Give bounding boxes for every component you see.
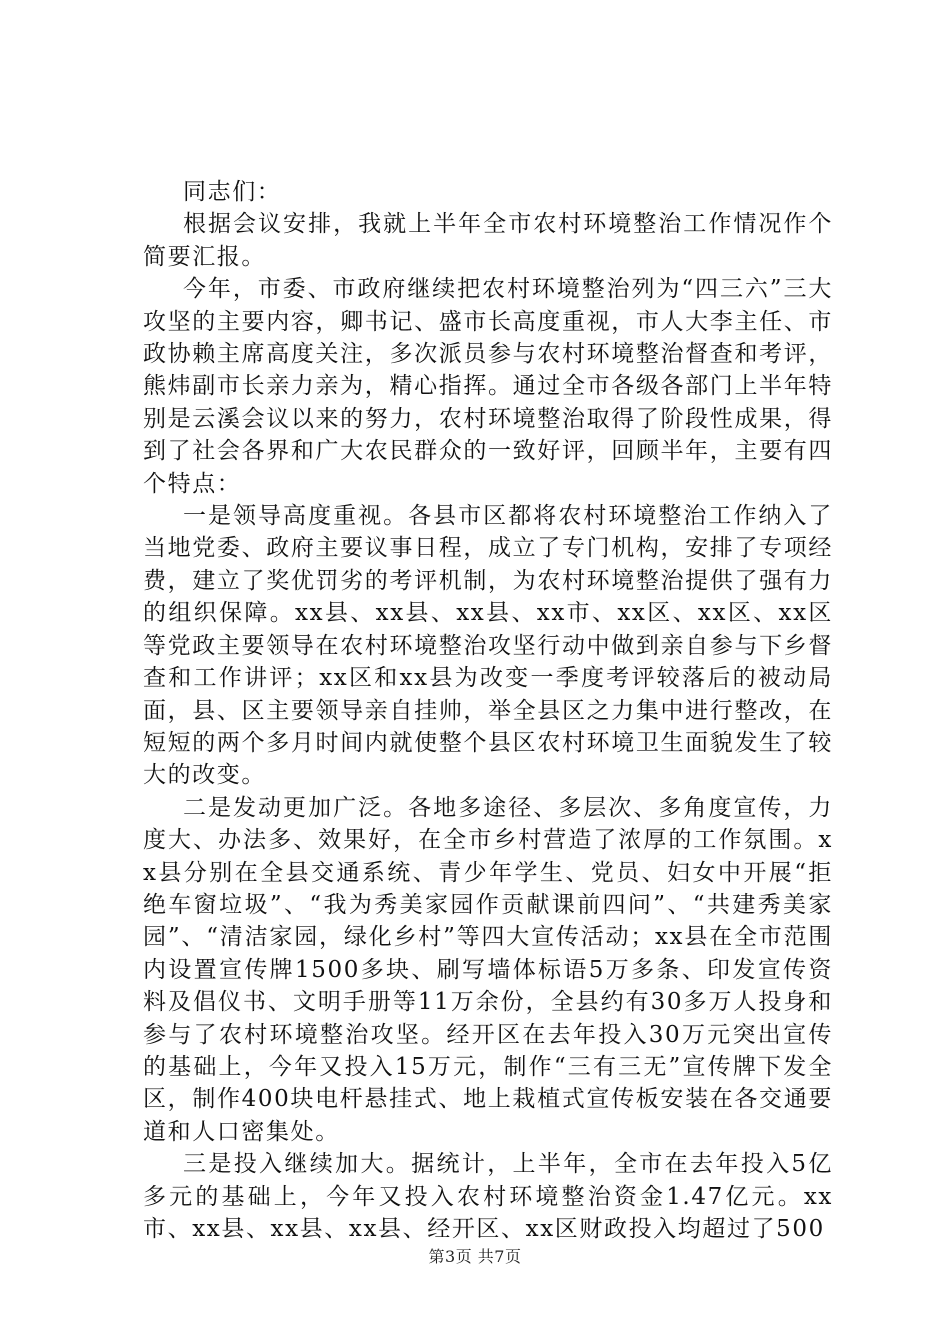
paragraph-investment: 三是投入继续加大。据统计，上半年，全市在去年投入5亿多元的基础上，今年又投入农村环境整治资金1.47亿元。xx市、xx县、xx县、xx县、经开区、xx区财政投入均超过了500 [143,1151,833,1242]
paragraph-intro: 根据会议安排，我就上半年全市农村环境整治工作情况作个简要汇报。 [143,211,833,270]
document-body [143,176,833,1245]
page-number-footer: 第3页 共7页 [428,1247,522,1266]
paragraph-overview: 今年，市委、市政府继续把农村环境整治列为“四三六”三大攻坚的主要内容，卿书记、盛市长高度重视，市人大李主任、市政协赖主席高度关注，多次派员参与农村环境整治督查和考评，熊炜副市长亲力亲为，精心指挥。通过全市各级各部门上半年特别是云溪会议以来的努力，农村环境整治取得了阶段性成果，得到了社会各界和广大农民群众的一致好评，回顾半年，主要有四个特点： [143,276,833,497]
paragraph-leadership: 一是领导高度重视。各县市区都将农村环境整治工作纳入了当地党委、政府主要议事日程，成立了专门机构，安排了专项经费，建立了奖优罚劣的考评机制，为农村环境整治提供了强有力的组织保障。xx县、xx县、xx县、xx市、xx区、xx区、xx区等党政主要领导在农村环境整治攻坚行动中做到亲自参与下乡督查和工作讲评；xx区和xx县为改变一季度考评较落后的被动局面，县、区主要领导亲自挂帅，举全县区之力集中进行整改，在短短的两个多月时间内就使整个县区农村环境卫生面貌发生了较大的改变。 [143,503,833,789]
salutation: 同志们： [183,179,282,205]
paragraph-mobilization: 二是发动更加广泛。各地多途径、多层次、多角度宣传，力度大、办法多、效果好，在全市乡村营造了浓厚的工作氛围。xx县分别在全县交通系统、青少年学生、党员、妇女中开展“拒绝车窗垃圾”、“我为秀美家园作贡献课前四问”、“共建秀美家园”、“清洁家园，绿化乡村”等四大宣传活动；xx县在全市范围内设置宣传牌1500多块、刷写墙体标语5万多条、印发宣传资料及倡仪书、文明手册等11万余份，全县约有30多万人投身和参与了农村环境整治攻坚。经开区在去年投入30万元突出宣传的基础上，今年又投入15万元，制作“三有三无”宣传牌下发全区，制作400块电杆悬挂式、地上栽植式宣传板安装在各交通要道和人口密集处。 [143,794,833,1145]
